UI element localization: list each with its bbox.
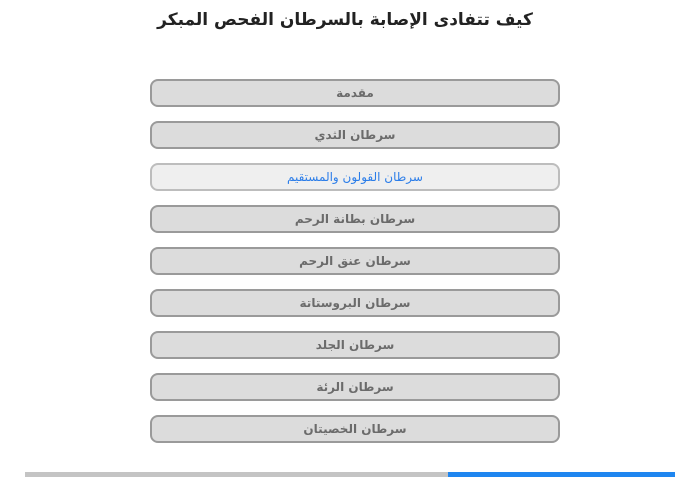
menu-item-testicular-cancer[interactable]: سرطان الخصيتان (150, 415, 560, 443)
menu-item-prostate-cancer[interactable]: سرطان البروستاتة (150, 289, 560, 317)
menu-item-breast-cancer[interactable]: سرطان الثدي (150, 121, 560, 149)
menu-item-introduction[interactable]: مقدمة (150, 79, 560, 107)
menu-item-lung-cancer[interactable]: سرطان الرئة (150, 373, 560, 401)
menu-item-skin-cancer[interactable]: سرطان الجلد (150, 331, 560, 359)
progress-bar-fill (448, 472, 676, 477)
progress-bar (25, 472, 675, 477)
menu-item-cervical-cancer[interactable]: سرطان عنق الرحم (150, 247, 560, 275)
section-menu (150, 79, 560, 457)
menu-item-colorectal-cancer[interactable]: سرطان القولون والمستقيم (150, 163, 560, 191)
menu-item-endometrial-cancer[interactable]: سرطان بطانة الرحم (150, 205, 560, 233)
page-title: كيف تتفادى الإصابة بالسرطان الفحص المبكر (157, 10, 533, 30)
